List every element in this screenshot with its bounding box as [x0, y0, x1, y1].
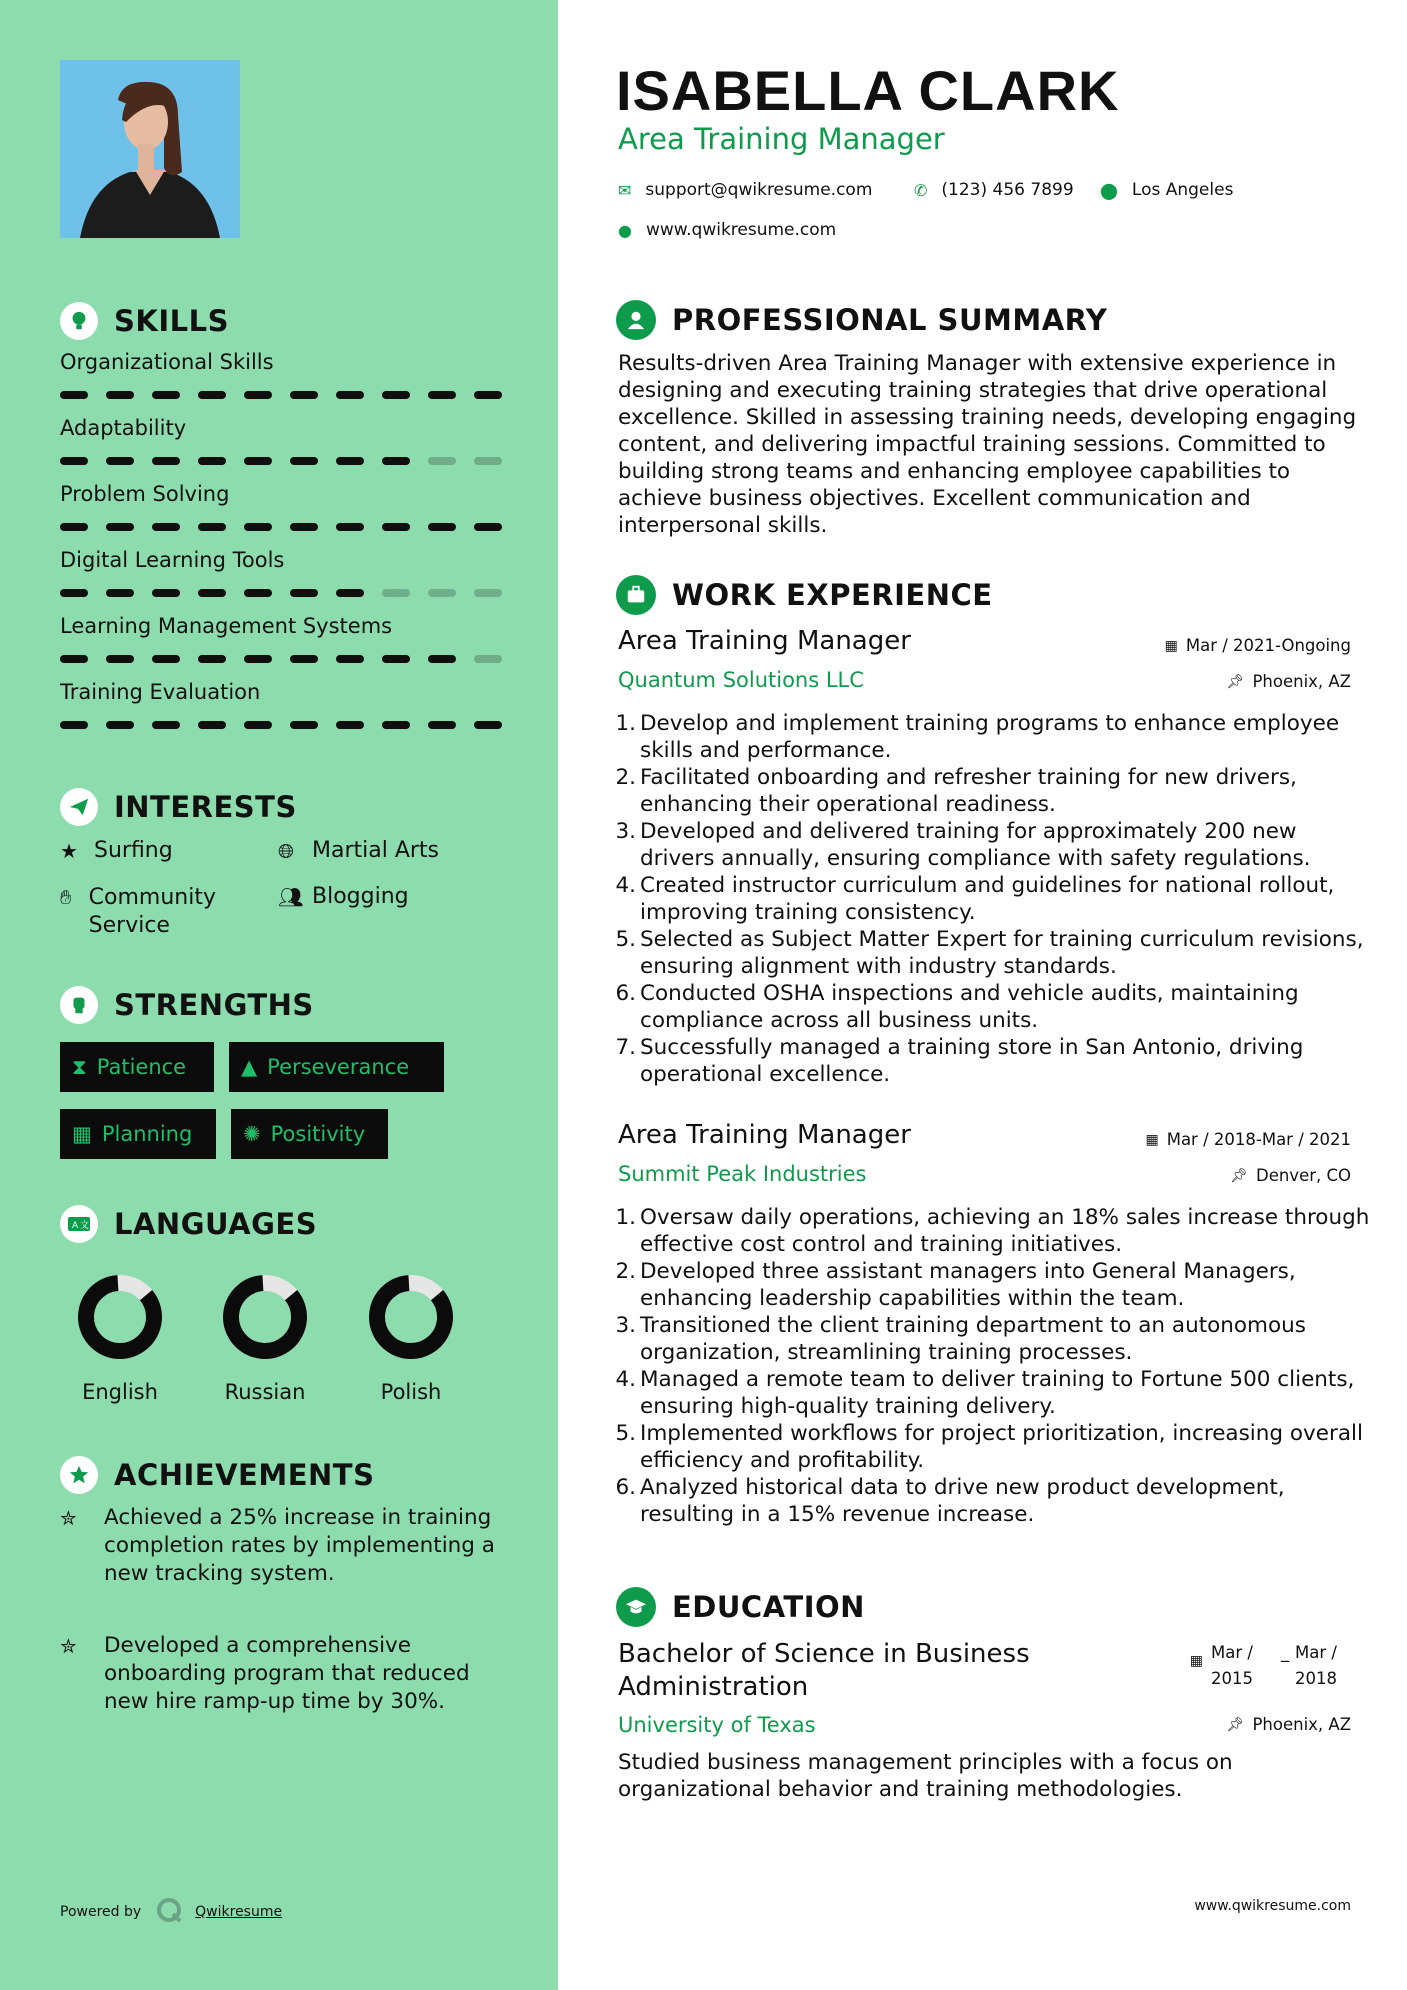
skill-label: Adaptability [60, 416, 187, 440]
interests-title: INTERESTS [114, 790, 297, 824]
job-bullet [610, 926, 1370, 980]
skill-level-dash [198, 523, 226, 531]
job-location [1230, 1166, 1351, 1185]
calendar-icon: ▦ [72, 1122, 92, 1146]
shooting-star-icon: ✮ [60, 1506, 77, 1530]
summary-text: Results-driven Area Training Manager with extensive experience in designing and executing training strategies that drive operational excellence. Skilled in assessing training needs, developing engaging content, and delivering impactful training sessions. Committed to building strong teams and enhancing employee capabilities to achieve business objectives. Excellent communication and interpersonal skills. [618, 351, 1357, 538]
pushpin-icon: 📌︎ [1226, 673, 1245, 690]
skill-level-dash [474, 523, 502, 531]
language-item [341, 1272, 481, 1404]
qwikresume-logo-icon [155, 1896, 183, 1928]
bullet-number: 3. [615, 819, 636, 844]
interest-item [278, 838, 439, 864]
bullet-text: Transitioned the client training department to an autonomous organization, streamlining training processes. [640, 1313, 1306, 1365]
summary-heading [616, 300, 1107, 340]
contact-location [1100, 180, 1233, 200]
job-location-text: Denver, CO [1255, 1166, 1351, 1185]
job-title: Area Training Manager [618, 626, 911, 656]
skill-level-dash [198, 391, 226, 399]
bullet-number: 4. [615, 873, 636, 898]
skill-level-meter [60, 457, 502, 465]
contact-phone[interactable] [914, 180, 1074, 200]
bullet-text: Developed and delivered training for approximately 200 new drivers annually, ensuring compliance with safety regulations. [640, 819, 1311, 871]
skill-level-dash [152, 391, 180, 399]
location-text: Los Angeles [1131, 180, 1234, 200]
bullet-text: Develop and implement training programs to enhance employee skills and performance. [640, 711, 1340, 763]
calendar-icon: ▦ [1189, 1653, 1203, 1669]
achievement-text: Achieved a 25% increase in training completion rates by implementing a new tracking system. [104, 1505, 495, 1586]
skill-level-dash [428, 457, 456, 465]
job-bullet [610, 1034, 1370, 1088]
skill-level-meter [60, 721, 502, 729]
language-item [195, 1272, 335, 1404]
date-separator: _ [1281, 1643, 1290, 1662]
strength-label: Planning [101, 1122, 193, 1146]
bullet-number: 2. [615, 765, 636, 790]
bullet-text: Successfully managed a training store in San Antonio, driving operational excellence. [640, 1035, 1304, 1087]
powered-by [60, 1896, 282, 1928]
skill-level-dash [152, 523, 180, 531]
map-pin-icon: ⬤ [1100, 180, 1118, 200]
education-title: EDUCATION [672, 1590, 865, 1624]
skill-level-meter [60, 655, 502, 663]
skill-level-dash [428, 655, 456, 663]
education-text: Studied business management principles with a focus on organizational behavior and training methodologies. [618, 1750, 1233, 1802]
skill-level-dash [382, 457, 410, 465]
skill-label: Training Evaluation [60, 680, 261, 704]
skills-heading [60, 302, 229, 340]
skill-level-dash [336, 523, 364, 531]
pushpin-icon: 📌︎ [1226, 1716, 1245, 1733]
job-bullet [610, 1474, 1370, 1528]
skill-level-dash [382, 655, 410, 663]
bullet-number: 6. [615, 1475, 636, 1500]
skill-level-dash [244, 589, 272, 597]
strengths-title: STRENGTHS [114, 988, 314, 1022]
hourglass-icon: ⧗ [72, 1054, 87, 1079]
skill-level-dash [382, 589, 410, 597]
globe-icon: ● [618, 220, 632, 240]
strength-tag [60, 1109, 216, 1159]
interests-heading [60, 788, 297, 826]
main-content [558, 0, 1407, 1990]
interest-label: Blogging [312, 884, 409, 909]
job-bullet [610, 818, 1370, 872]
skill-level-dash [152, 589, 180, 597]
job-dates-text: Mar / 2021-Ongoing [1185, 636, 1351, 655]
skill-level-dash [290, 523, 318, 531]
education-location [1227, 1715, 1351, 1734]
skill-level-dash [244, 391, 272, 399]
contact-website[interactable] [618, 220, 836, 240]
contact-email[interactable] [618, 180, 872, 200]
bullet-number: 6. [615, 981, 636, 1006]
skill-level-dash [106, 391, 134, 399]
bullet-text: Implemented workflows for project prioritization, increasing overall efficiency and profitability. [640, 1421, 1363, 1473]
footer-url[interactable]: www.qwikresume.com [1194, 1898, 1351, 1914]
skill-level-dash [474, 457, 502, 465]
skill-level-dash [336, 721, 364, 729]
job-title: Area Training Manager [618, 1120, 911, 1150]
skill-level-dash [152, 457, 180, 465]
interest-item [60, 838, 173, 864]
paper-plane-icon [60, 788, 98, 826]
bullet-number: 1. [615, 711, 636, 736]
skill-level-dash [106, 721, 134, 729]
job-location-text: Phoenix, AZ [1252, 672, 1351, 691]
strength-label: Perseverance [267, 1055, 410, 1079]
achievements-heading [60, 1456, 374, 1494]
bullet-number: 4. [615, 1367, 636, 1392]
job-dates [1165, 636, 1351, 655]
skill-level-dash [336, 457, 364, 465]
skill-level-dash [244, 523, 272, 531]
job-bullet [610, 1312, 1370, 1366]
bullet-text: Created instructor curriculum and guidelines for national rollout, improving training consistency. [640, 873, 1335, 925]
job-company: Summit Peak Industries [618, 1162, 867, 1186]
job-bullet [610, 980, 1370, 1034]
language-donut [75, 1272, 165, 1362]
globe-icon: 🌐︎ [278, 839, 294, 863]
envelope-icon: ✉ [618, 180, 632, 200]
trophy-star-icon [60, 1456, 98, 1494]
achievement-item [60, 1504, 500, 1588]
skill-level-dash [60, 721, 88, 729]
skill-level-dash [428, 721, 456, 729]
skill-level-dash [106, 589, 134, 597]
job-dates-text: Mar / 2018-Mar / 2021 [1166, 1130, 1351, 1149]
skill-level-dash [428, 523, 456, 531]
skill-label: Organizational Skills [60, 350, 274, 374]
person-name: ISABELLA CLARK [616, 59, 1120, 122]
fist-icon [60, 986, 98, 1024]
skill-level-dash [290, 721, 318, 729]
email-text: support@qwikresume.com [645, 180, 873, 200]
sun-icon: ✺ [243, 1122, 261, 1146]
language-label: English [82, 1380, 158, 1404]
strength-label: Positivity [270, 1122, 366, 1146]
skill-level-dash [474, 589, 502, 597]
job-bullet [610, 1366, 1370, 1420]
skills-title: SKILLS [114, 304, 229, 338]
bullet-number: 1. [615, 1205, 636, 1230]
job-bullet [610, 710, 1370, 764]
skill-level-dash [336, 589, 364, 597]
job-bullet [610, 764, 1370, 818]
skill-level-dash [60, 589, 88, 597]
skill-level-dash [198, 589, 226, 597]
skill-label: Problem Solving [60, 482, 230, 506]
graduation-icon [616, 1587, 656, 1627]
skill-level-dash [152, 721, 180, 729]
profile-photo [60, 60, 240, 238]
job-bullet [610, 872, 1370, 926]
language-donut [220, 1272, 310, 1362]
language-label: Polish [380, 1380, 442, 1404]
skill-level-dash [106, 457, 134, 465]
skill-level-dash [474, 655, 502, 663]
bullet-number: 5. [615, 927, 636, 952]
job-bullets [610, 710, 1370, 1088]
achievement-text: Developed a comprehensive onboarding program that reduced new hire ramp-up time by 30%. [104, 1633, 470, 1714]
job-dates [1145, 1130, 1351, 1149]
bullet-number: 7. [615, 1035, 636, 1060]
skill-level-dash [382, 721, 410, 729]
skill-level-meter [60, 391, 502, 399]
education-heading [616, 1587, 865, 1627]
skill-level-dash [290, 655, 318, 663]
skill-level-dash [198, 721, 226, 729]
school-name: University of Texas [618, 1713, 816, 1737]
strength-label: Patience [96, 1055, 187, 1079]
skill-level-dash [244, 721, 272, 729]
skill-level-dash [106, 655, 134, 663]
shooting-star-icon: ✮ [60, 1634, 77, 1658]
bullet-number: 5. [615, 1421, 636, 1446]
skill-level-dash [382, 391, 410, 399]
bullet-text: Facilitated onboarding and refresher training for new drivers, enhancing their operational readiness. [640, 765, 1297, 817]
bullet-text: Managed a remote team to deliver training to Fortune 500 clients, ensuring high-quality training delivery. [640, 1367, 1355, 1419]
interest-label: Martial Arts [312, 838, 440, 863]
languages-heading [60, 1205, 317, 1243]
skill-label: Learning Management Systems [60, 614, 393, 638]
skill-level-dash [474, 721, 502, 729]
skill-level-dash [336, 391, 364, 399]
interest-label: Community Service [88, 885, 216, 938]
skill-level-dash [60, 655, 88, 663]
education-location-text: Phoenix, AZ [1252, 1715, 1351, 1734]
job-location [1227, 672, 1351, 691]
skill-level-dash [244, 655, 272, 663]
education-start: Mar / 2015 [1211, 1643, 1253, 1688]
briefcase-icon [616, 575, 656, 615]
strength-tag [231, 1109, 388, 1159]
education-end: Mar / 2018 [1295, 1643, 1337, 1688]
user-icon [616, 300, 656, 340]
bullet-text: Conducted OSHA inspections and vehicle audits, maintaining compliance across all business units. [640, 981, 1299, 1033]
calendar-icon: ▦ [1164, 637, 1178, 654]
sidebar [0, 0, 558, 1990]
skill-level-dash [60, 391, 88, 399]
skill-level-dash [290, 391, 318, 399]
achievement-item [60, 1632, 500, 1716]
skill-level-dash [244, 457, 272, 465]
skill-level-dash [290, 457, 318, 465]
language-donut [366, 1272, 456, 1362]
phone-icon: ✆ [914, 180, 928, 200]
skill-level-dash [290, 589, 318, 597]
skill-level-meter [60, 589, 502, 597]
degree-title: Bachelor of Science in Business Administration [618, 1639, 1030, 1702]
interest-label: Surfing [94, 838, 173, 863]
education-dates [1190, 1640, 1351, 1692]
users-icon: 👥︎ [278, 885, 304, 909]
job-company: Quantum Solutions LLC [618, 668, 864, 692]
skill-level-dash [428, 589, 456, 597]
calendar-icon: ▦ [1145, 1131, 1159, 1148]
skill-level-dash [428, 391, 456, 399]
powered-by-link[interactable]: Qwikresume [195, 1904, 283, 1920]
bullet-number: 2. [615, 1259, 636, 1284]
interest-item [278, 884, 409, 910]
svg-text:A: A [72, 1221, 79, 1231]
person-role: Area Training Manager [618, 122, 945, 156]
strength-tag [60, 1042, 214, 1092]
phone-text: (123) 456 7899 [941, 180, 1074, 200]
languages-title: LANGUAGES [114, 1207, 318, 1241]
powered-by-label: Powered by [60, 1904, 142, 1920]
road-icon: ▲ [241, 1055, 258, 1079]
skill-level-meter [60, 523, 502, 531]
skill-level-dash [152, 655, 180, 663]
skill-level-dash [60, 523, 88, 531]
job-bullet [610, 1258, 1370, 1312]
achievements-title: ACHIEVEMENTS [114, 1458, 375, 1492]
language-item [50, 1272, 190, 1404]
bullet-text: Analyzed historical data to drive new product development, resulting in a 15% revenue increase. [640, 1475, 1285, 1527]
summary-title: PROFESSIONAL SUMMARY [672, 303, 1108, 337]
bullet-text: Oversaw daily operations, achieving an 18% sales increase through effective cost control and training initiatives. [640, 1205, 1370, 1257]
job-bullets [610, 1204, 1370, 1528]
skill-level-dash [474, 391, 502, 399]
lightbulb-icon [60, 302, 98, 340]
experience-heading [616, 575, 993, 615]
bullet-text: Selected as Subject Matter Expert for training curriculum revisions, ensuring alignment with industry standards. [640, 927, 1364, 979]
bullet-text: Developed three assistant managers into General Managers, enhancing leadership capabilities within the team. [640, 1259, 1296, 1311]
svg-text:文: 文 [80, 1221, 90, 1231]
skill-level-dash [60, 457, 88, 465]
pushpin-icon: 📌︎ [1230, 1167, 1248, 1184]
skill-level-dash [198, 457, 226, 465]
language-icon [60, 1205, 98, 1243]
bullet-number: 3. [615, 1313, 636, 1338]
language-label: Russian [224, 1380, 306, 1404]
website-text: www.qwikresume.com [645, 220, 837, 240]
skill-level-dash [336, 655, 364, 663]
strengths-heading [60, 986, 314, 1024]
skill-label: Digital Learning Tools [60, 548, 285, 572]
skill-level-dash [106, 523, 134, 531]
strength-tag [229, 1042, 444, 1092]
skill-level-dash [382, 523, 410, 531]
interest-item [60, 884, 260, 940]
hand-icon: ✋︎ [60, 885, 72, 909]
star-icon: ★ [60, 839, 78, 863]
job-bullet [610, 1420, 1370, 1474]
skill-level-dash [198, 655, 226, 663]
job-bullet [610, 1204, 1370, 1258]
experience-title: WORK EXPERIENCE [672, 578, 993, 612]
